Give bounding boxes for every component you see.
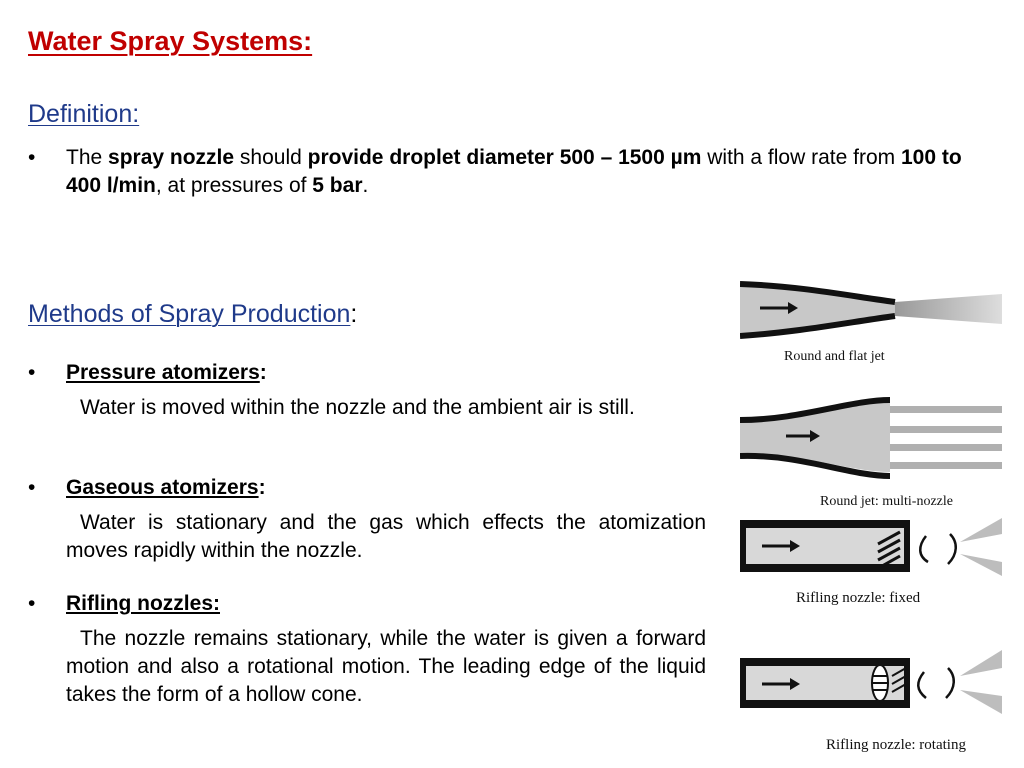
multi-nozzle-diagram	[740, 392, 1002, 482]
definition-bullet	[28, 144, 964, 200]
definition-heading-text: Definition:	[28, 100, 140, 128]
method-colon: :	[259, 361, 267, 384]
method-description: The nozzle remains stationary, while the water is given a forward motion and also a rotational motion. The leading edge of the liquid takes the form of a hollow cone.	[66, 627, 706, 706]
method-name: Gaseous atomizers	[66, 476, 259, 499]
spray-cone	[895, 294, 1002, 324]
method-description: Water is moved within the nozzle and the ambient air is still.	[80, 396, 635, 419]
bullet-glyph: •	[28, 592, 36, 615]
figure-caption: Rifling nozzle: rotating	[826, 737, 966, 753]
spray-cone-bottom	[960, 554, 1002, 576]
method-name: Rifling nozzles:	[66, 592, 220, 615]
bullet-glyph: •	[28, 146, 36, 169]
figure-caption: Round and flat jet	[784, 349, 885, 364]
rotor-element	[872, 665, 888, 701]
figure-caption: Rifling nozzle: fixed	[796, 590, 921, 606]
bullet-glyph: •	[28, 361, 36, 384]
definition-heading	[28, 100, 139, 129]
method-name: Pressure atomizers	[66, 361, 260, 384]
method-rifling-nozzles	[28, 590, 706, 618]
definition-text: The spray nozzle should provide droplet diameter 500 – 1500 µm with a flow rate from 100 to 400 l/min, at pressures of 5 bar.	[66, 146, 962, 197]
rotation-arrow-icon	[948, 534, 956, 564]
spray-cone-top	[960, 518, 1002, 542]
spray-cone-bottom	[960, 690, 1002, 714]
spray-cone-top	[960, 650, 1002, 676]
rotation-arrow-icon	[918, 672, 926, 698]
methods-heading-colon: :	[350, 300, 358, 328]
rifling-fixed-diagram	[740, 514, 1002, 580]
bullet-glyph: •	[28, 476, 36, 499]
figure-caption: Round jet: multi-nozzle	[820, 494, 953, 509]
rotation-arrow-icon	[920, 536, 928, 562]
methods-heading-text: Methods of Spray Production	[28, 300, 351, 328]
method-description: Water is stationary and the gas which effects the atomization moves rapidly within the nozzle.	[66, 511, 706, 562]
rifling-rotating-diagram	[740, 646, 1002, 716]
method-colon: :	[258, 476, 266, 499]
rotation-arrow-icon	[946, 668, 954, 698]
method-gaseous-atomizers	[28, 474, 706, 502]
round-flat-jet-diagram	[740, 280, 1002, 340]
slide-title: Water Spray Systems:	[28, 26, 313, 56]
method-pressure-atomizers	[28, 359, 706, 387]
spray-jets	[890, 406, 1002, 469]
methods-heading	[28, 300, 357, 329]
